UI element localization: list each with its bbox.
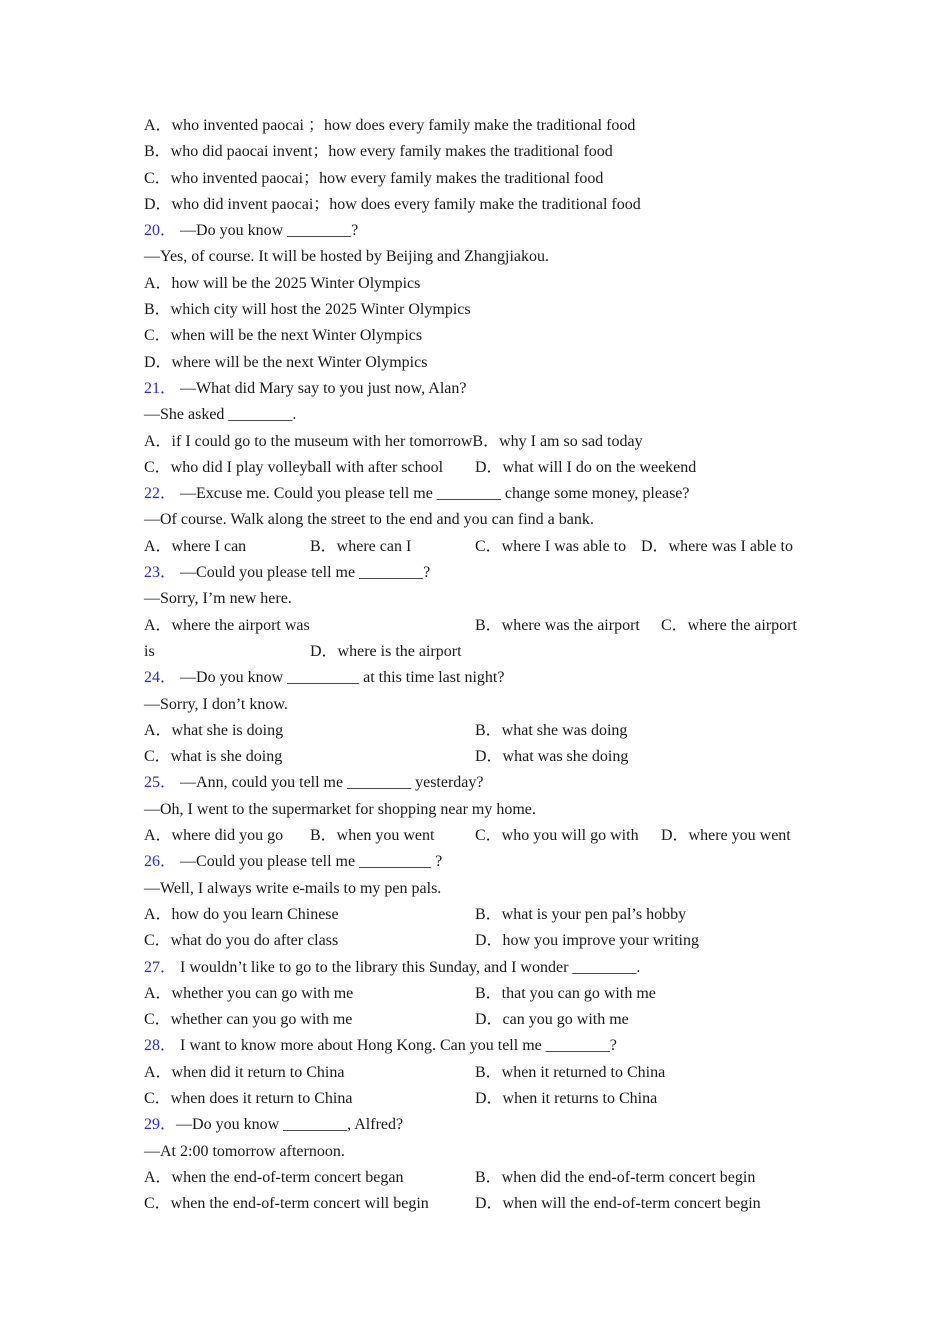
q24-option-c: C．what is she doing xyxy=(144,748,283,766)
q20-number: 20． xyxy=(144,222,177,240)
q20-option-a: A．how will be the 2025 Winter Olympics xyxy=(144,274,421,292)
q29-options-c-d xyxy=(144,1191,814,1217)
q26-options-a-b xyxy=(144,902,814,928)
q20-option-c: C．when will be the next Winter Olympics xyxy=(144,327,423,345)
q22-stem: 22． —Excuse me. Could you please tell me ________ change some money, please? xyxy=(144,485,690,503)
q24-option-b: B．what she was doing xyxy=(475,721,628,739)
q23-option-b: B．where was the airport xyxy=(475,616,640,634)
q25-option-c: C．who you will go with xyxy=(475,827,639,845)
q24-options-a-b xyxy=(144,718,814,744)
q29-option-c: C．when the end-of-term concert will begin xyxy=(144,1195,429,1213)
q26-option-c: C．what do you do after class xyxy=(144,932,339,950)
q25-options xyxy=(144,823,814,849)
q28-options-a-b xyxy=(144,1060,814,1086)
q20-stem: 20． —Do you know ________? xyxy=(144,222,359,240)
q26-stem: 26． —Could you please tell me _________ ? xyxy=(144,853,443,871)
q27-option-b: B．that you can go with me xyxy=(475,984,656,1002)
q22-option-a: A．where I can xyxy=(144,537,247,555)
q19-option-d: D．who did invent paocai；how does every family make the traditional food xyxy=(144,195,641,213)
q29-option-d: D．when will the end-of-term concert begin xyxy=(475,1195,761,1213)
q27-options-a-b xyxy=(144,981,814,1007)
question-sheet xyxy=(144,113,814,1217)
q19-option-a: A．who invented paocai ；how does every family make the traditional food xyxy=(144,117,636,134)
q26-option-b: B．what is your pen pal’s hobby xyxy=(475,905,687,923)
q27-options-c-d xyxy=(144,1007,814,1033)
q23-option-c: C．where the airport xyxy=(661,616,797,634)
q28-number: 28． xyxy=(144,1037,177,1055)
q21-reply: —She asked ________. xyxy=(144,406,297,424)
q26-option-d: D．how you improve your writing xyxy=(475,932,699,950)
q28-options-c-d xyxy=(144,1086,814,1112)
q20-option-d: D．where will be the next Winter Olympics xyxy=(144,353,428,371)
q25-reply: —Oh, I went to the supermarket for shopping near my home. xyxy=(144,800,536,818)
q26-number: 26． xyxy=(144,853,177,871)
q21-option-c: C．who did I play volleyball with after school xyxy=(144,458,444,476)
q23-reply: —Sorry, I’m new here. xyxy=(144,590,292,608)
q20-option-b: B．which city will host the 2025 Winter Olympics xyxy=(144,301,471,319)
q22-option-b: B．where can I xyxy=(310,537,412,555)
q25-stem: 25． —Ann, could you tell me ________ yesterday? xyxy=(144,774,484,792)
q23-option-a: A．where the airport was xyxy=(144,616,310,634)
q21-option-d: D．what will I do on the weekend xyxy=(475,458,697,476)
q23-number: 23． xyxy=(144,564,177,582)
q27-option-a: A．whether you can go with me xyxy=(144,984,354,1002)
q19-option-b: B．who did paocai invent；how every family makes the traditional food xyxy=(144,143,613,161)
q23-option-c-cont: is xyxy=(144,642,155,660)
q21-option-a-b: A．if I could go to the museum with her tomorrowB．why I am so sad today xyxy=(144,432,643,450)
q29-option-b: B．when did the end-of-term concert begin xyxy=(475,1168,756,1186)
q26-options-c-d xyxy=(144,928,814,954)
q26-reply: —Well, I always write e-mails to my pen pals. xyxy=(144,879,442,897)
q25-number: 25． xyxy=(144,774,177,792)
q22-option-c: C．where I was able to xyxy=(475,537,627,555)
q25-option-a: A．where did you go xyxy=(144,827,284,845)
q27-number: 27． xyxy=(144,958,177,976)
q22-number: 22． xyxy=(144,485,177,503)
q28-stem: 28． I want to know more about Hong Kong. Can you tell me ________? xyxy=(144,1037,617,1055)
q26-option-a: A．how do you learn Chinese xyxy=(144,905,339,923)
q25-option-d: D．where you went xyxy=(661,827,791,845)
q24-reply: —Sorry, I don’t know. xyxy=(144,695,288,713)
q28-option-b: B．when it returned to China xyxy=(475,1063,666,1081)
q29-number: 29． xyxy=(144,1116,177,1134)
q29-option-a: A．when the end-of-term concert began xyxy=(144,1168,404,1186)
q27-stem: 27． I wouldn’t like to go to the library this Sunday, and I wonder ________. xyxy=(144,958,641,976)
q29-reply: —At 2:00 tomorrow afternoon. xyxy=(144,1142,345,1160)
q20-reply: —Yes, of course. It will be hosted by Beijing and Zhangjiakou. xyxy=(144,248,549,266)
q24-options-c-d xyxy=(144,744,814,770)
q21-number: 21． xyxy=(144,379,177,397)
q25-option-b: B．when you went xyxy=(310,827,435,845)
q23-option-d: D．where is the airport xyxy=(310,642,462,660)
q23-options-cont xyxy=(144,639,814,665)
q23-options-a-b-c xyxy=(144,613,814,639)
q21-stem: 21． —What did Mary say to you just now, Alan? xyxy=(144,379,467,397)
q29-stem: 29．—Do you know ________, Alfred? xyxy=(144,1116,404,1134)
q19-option-c: C．who invented paocai；how every family makes the traditional food xyxy=(144,169,604,187)
q27-option-d: D．can you go with me xyxy=(475,1011,629,1029)
q22-option-d: D．where was I able to xyxy=(641,537,793,555)
q28-option-c: C．when does it return to China xyxy=(144,1089,353,1107)
q27-option-c: C．whether can you go with me xyxy=(144,1011,353,1029)
q29-options-a-b xyxy=(144,1165,814,1191)
q22-options xyxy=(144,534,814,560)
q24-option-d: D．what was she doing xyxy=(475,748,629,766)
q24-option-a: A．what she is doing xyxy=(144,721,284,739)
q28-option-a: A．when did it return to China xyxy=(144,1063,345,1081)
q28-option-d: D．when it returns to China xyxy=(475,1089,658,1107)
q22-reply: —Of course. Walk along the street to the end and you can find a bank. xyxy=(144,511,594,529)
q24-stem: 24． —Do you know _________ at this time last night? xyxy=(144,669,505,687)
q23-stem: 23． —Could you please tell me ________? xyxy=(144,564,431,582)
q24-number: 24． xyxy=(144,669,177,687)
q21-options-c-d xyxy=(144,455,814,481)
